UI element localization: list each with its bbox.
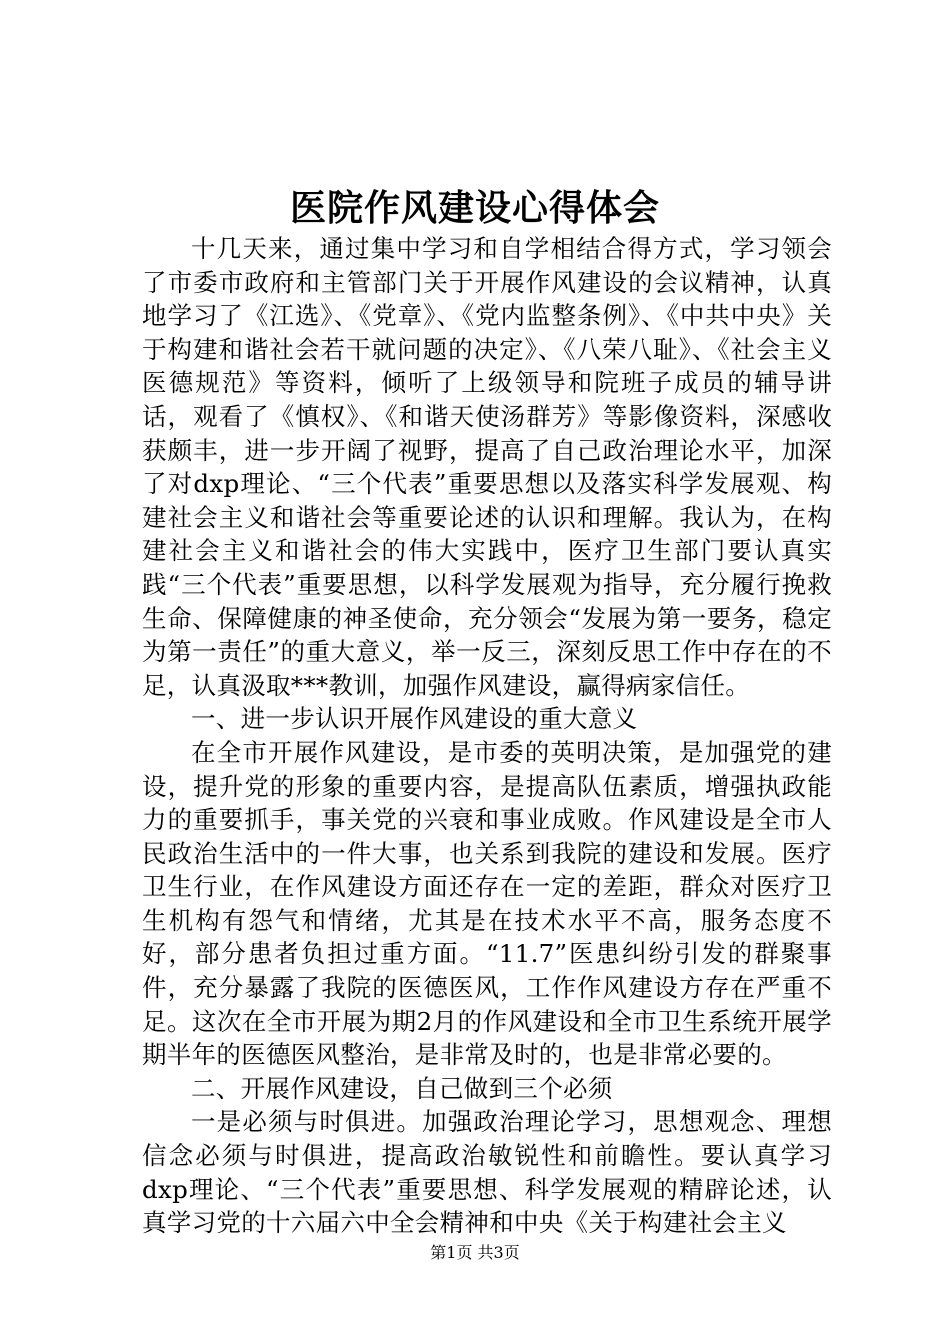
paragraph-section-2: 一是必须与时俱进。加强政治理论学习，思想观念、理想信念必须与时俱进，提高政治敏锐性和前瞻性。要认真学习dxp理论、“三个代表”重要思想、科学发展观的精辟论述，认真学习党的十六届六中全会精神和中央《关于构建社会主义 xyxy=(142,1107,832,1238)
document-title: 医院作风建设心得体会 xyxy=(289,187,660,229)
section-heading-1: 一、进一步认识开展作风建设的重大意义 xyxy=(191,704,638,734)
paragraph-intro: 十几天来，通过集中学习和自学相结合得方式，学习领会了市委市政府和主管部门关于开展作风建设的会议精神，认真地学习了《江选》、《党章》、《党内监整条例》、《中共中央》关于构建和谐社会若干就问题的决定》、《八荣八耻》、《社会主义医德规范》等资料，倾听了上级领导和院班子成员的辅导讲话，观看了《慎权》、《和谐天使汤群芳》等影像资料，深感收获颇丰，进一步开阔了视野，提高了自己政治理论水平，加深了对dxp理论、“三个代表”重要思想以及落实科学发展观、构建社会主义和谐社会等重要论述的认识和理解。我认为，在构建社会主义和谐社会的伟大实践中，医疗卫生部门要认真实践“三个代表”重要思想，以科学发展观为指导，充分履行挽救生命、保障健康的神圣使命，充分领会“发展为第一要务，稳定为第一责任”的重大意义，举一反三，深刻反思工作中存在的不足，认真汲取***教训，加强作风建设，赢得病家信任。 xyxy=(142,234,833,700)
document-body xyxy=(142,232,832,1240)
section-heading-2: 二、开展作风建设，自己做到三个必须 xyxy=(191,1073,613,1103)
page-footer: 第1页 共3页 xyxy=(430,1243,520,1262)
paragraph-section-1: 在全市开展作风建设，是市委的英明决策，是加强党的建设，提升党的形象的重要内容，是提高队伍素质，增强执政能力的重要抓手，事关党的兴衰和事业成败。作风建设是全市人民政治生活中的一件大事，也关系到我院的建设和发展。医疗卫生行业，在作风建设方面还存在一定的差距，群众对医疗卫生机构有怨气和情绪，尤其是在技术水平不高，服务态度不好，部分患者负担过重方面。“11.7”医患纠纷引发的群聚事件，充分暴露了我院的医德医风，工作作风建设方存在严重不足。这次在全市开展为期2月的作风建设和全市卫生系统开展学期半年的医德医风整治，是非常及时的，也是非常必要的。 xyxy=(142,737,832,1070)
